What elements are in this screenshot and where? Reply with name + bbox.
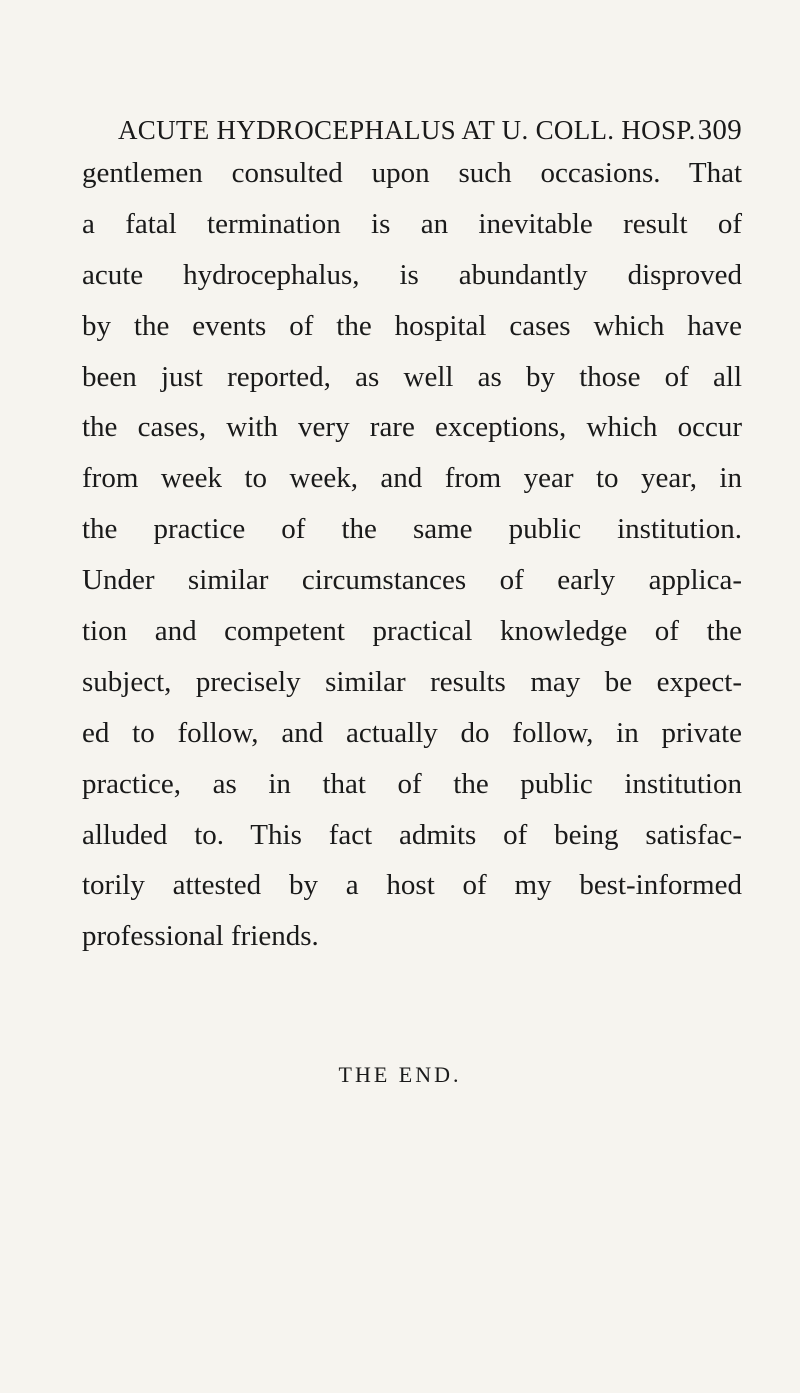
text-line: been just reported, as well as by those of all [82, 360, 742, 393]
text-line: a fatal termination is an inevitable result of [82, 207, 742, 240]
text-line: ed to follow, and actually do follow, in private [82, 716, 742, 749]
page-number: 309 [697, 114, 742, 146]
text-line: alluded to. This fact admits of being satisfac- [82, 818, 742, 851]
text-line: by the events of the hospital cases which have [82, 309, 742, 342]
text-line: professional friends. [82, 920, 319, 953]
text-line: Under similar circumstances of early applica- [82, 564, 742, 597]
text-line: acute hydrocephalus, is abundantly disproved [82, 258, 742, 291]
body-paragraph [82, 148, 742, 962]
text-line: gentlemen consulted upon such occasions. That [82, 157, 742, 189]
text-line: the cases, with very rare exceptions, which occur [82, 411, 742, 444]
running-head [118, 114, 742, 147]
text-line: the practice of the same public institution. [82, 513, 742, 546]
text-line: subject, precisely similar results may be expect- [82, 665, 742, 698]
the-end-label: THE END. [338, 1062, 462, 1087]
text-line: practice, as in that of the public institution [82, 767, 742, 800]
running-head-title: ACUTE HYDROCEPHALUS AT U. COLL. HOSP. [118, 115, 696, 145]
text-line: from week to week, and from year to year, in [82, 462, 742, 495]
text-line: tion and competent practical knowledge of the [82, 615, 742, 648]
text-line: torily attested by a host of my best-informed [82, 869, 742, 902]
